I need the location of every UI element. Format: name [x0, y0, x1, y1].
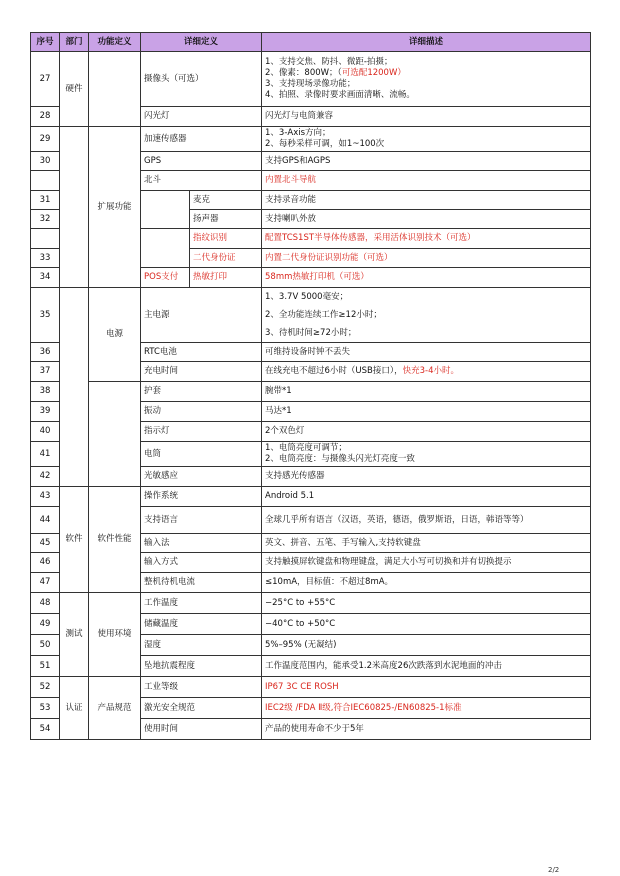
row-desc: 配置TCS1ST半导体传感器，采用活体识别技术（可选） [262, 229, 591, 249]
row-def: RTC电池 [141, 343, 262, 362]
row-desc: 支持录音功能 [262, 191, 591, 210]
row-desc: 内置北斗导航 [262, 171, 591, 191]
row-sub: 热敏打印 [190, 268, 262, 288]
row-def: 护套 [141, 382, 262, 402]
dept-cert: 认证 [60, 677, 89, 740]
row-def: POS支付 [141, 268, 190, 288]
table-row [31, 52, 591, 107]
row-no: 46 [31, 553, 60, 573]
row-desc: 58mm热敏打印机（可选） [262, 268, 591, 288]
header-desc: 详细描述 [262, 33, 591, 52]
row-no: 38 [31, 382, 60, 402]
func-env: 使用环境 [89, 593, 141, 677]
row-no: 45 [31, 534, 60, 553]
row-desc: IEC2级 /FDA Ⅱ级,符合IEC60825-/EN60825-1标准 [262, 698, 591, 719]
func-empty [89, 382, 141, 487]
desc-line: 2、电筒亮度：与摄像头闪光灯亮度一致 [265, 454, 415, 464]
row-def: GPS [141, 152, 262, 171]
row-desc: 工作温度范围内，能承受1.2米高度26次跌落到水泥地面的冲击 [262, 656, 591, 677]
row-desc [262, 362, 591, 382]
row-no: 44 [31, 507, 60, 534]
desc-line: 2、全功能连续工作≥12小时； [265, 310, 382, 320]
row-sub: 指纹识别 [190, 229, 262, 249]
row-no: 42 [31, 467, 60, 487]
row-no: 51 [31, 656, 60, 677]
row-no: 35 [31, 288, 60, 343]
row-desc: −40°C to +50°C [262, 614, 591, 635]
row-desc [262, 288, 591, 343]
row-desc: 腕带*1 [262, 382, 591, 402]
def-voice [141, 191, 190, 229]
row-def: 充电时间 [141, 362, 262, 382]
desc-line: 1、支持交焦、防抖、微距-拍摄； [265, 57, 393, 67]
row-def: 整机待机电流 [141, 573, 262, 593]
row-desc [262, 52, 591, 107]
desc-line: 1、3.7V 5000毫安； [265, 292, 349, 302]
table-row [31, 127, 591, 152]
row-def: 输入方式 [141, 553, 262, 573]
row-def: 主电源 [141, 288, 262, 343]
header-def: 详细定义 [141, 33, 262, 52]
row-sub: 二代身份证 [190, 249, 262, 268]
row-desc [262, 127, 591, 152]
row-no: 41 [31, 442, 60, 467]
row-no: 40 [31, 422, 60, 442]
table-row [31, 382, 591, 402]
row-no: 28 [31, 107, 60, 127]
page-number: 2/2 [548, 866, 560, 874]
row-def: 支持语言 [141, 507, 262, 534]
desc-fast-charge: 快充3-4小时。 [402, 366, 460, 376]
row-no: 34 [31, 268, 60, 288]
row-desc: 闪光灯与电筒兼容 [262, 107, 591, 127]
row-desc: IP67 3C CE ROSH [262, 677, 591, 698]
row-def: 闪光灯 [141, 107, 262, 127]
row-desc: 马达*1 [262, 402, 591, 422]
desc-part: 在线充电不超过6小时（USB接口）， [265, 366, 403, 376]
func-expansion: 扩展功能 [89, 127, 141, 288]
row-def: 工业等级 [141, 677, 262, 698]
row-no: 30 [31, 152, 60, 171]
row-desc: 支持GPS和AGPS [262, 152, 591, 171]
row-desc: −25°C to +55°C [262, 593, 591, 614]
row-def: 北斗 [141, 171, 262, 191]
row-no: 52 [31, 677, 60, 698]
row-no [31, 171, 60, 191]
row-no: 33 [31, 249, 60, 268]
row-desc: 5%–95% (无凝结) [262, 635, 591, 656]
desc-line: 3、待机时间≥72小时； [265, 328, 357, 338]
row-def: 储藏温度 [141, 614, 262, 635]
row-no: 37 [31, 362, 60, 382]
header-dept: 部门 [60, 33, 89, 52]
row-desc: 英文、拼音、五笔、手写输入,支持软键盘 [262, 534, 591, 553]
row-def: 湿度 [141, 635, 262, 656]
desc-line: 3、支持现场录像功能； [265, 79, 356, 89]
dept-test: 测试 [60, 593, 89, 677]
row-desc: ≤10mA，目标值：不超过8mA。 [262, 573, 591, 593]
row-def: 使用时间 [141, 719, 262, 740]
table-row [31, 288, 591, 343]
row-def: 操作系统 [141, 487, 262, 507]
desc-line: 4、拍照、录像时要求画面清晰、流畅。 [265, 90, 415, 100]
row-desc: 2个双色灯 [262, 422, 591, 442]
row-no: 50 [31, 635, 60, 656]
row-desc: 内置二代身份证识别功能（可选） [262, 249, 591, 268]
row-def: 电筒 [141, 442, 262, 467]
row-desc [262, 442, 591, 467]
header-no: 序号 [31, 33, 60, 52]
desc-optional: 可选配1200W） [341, 68, 406, 78]
table-row [31, 677, 591, 698]
dept-empty [60, 288, 89, 487]
table-row [31, 593, 591, 614]
desc-line: 2、每秒采样可调，如1~100次 [265, 139, 385, 149]
header-func: 功能定义 [89, 33, 141, 52]
row-no: 27 [31, 52, 60, 107]
row-no: 39 [31, 402, 60, 422]
table-row [31, 487, 591, 507]
row-no: 53 [31, 698, 60, 719]
func-spec: 产品规范 [89, 677, 141, 740]
row-desc: 支持喇叭外放 [262, 210, 591, 229]
row-def: 输入法 [141, 534, 262, 553]
row-no: 43 [31, 487, 60, 507]
func-empty [89, 52, 141, 127]
row-def: 激光安全规范 [141, 698, 262, 719]
dept-hardware: 硬件 [60, 52, 89, 127]
row-no: 47 [31, 573, 60, 593]
row-def: 工作温度 [141, 593, 262, 614]
row-def: 加速传感器 [141, 127, 262, 152]
func-power: 电源 [89, 288, 141, 382]
row-no: 29 [31, 127, 60, 152]
dept-empty [60, 127, 89, 288]
row-sub: 麦克 [190, 191, 262, 210]
row-no: 54 [31, 719, 60, 740]
spec-table [30, 32, 591, 740]
func-software-perf: 软件性能 [89, 487, 141, 593]
def-id-recognition [141, 229, 190, 268]
row-def: 振动 [141, 402, 262, 422]
row-def: 摄像头（可选） [141, 52, 262, 107]
header-row [31, 33, 591, 52]
desc-line: 1、电筒亮度可调节； [265, 443, 347, 453]
desc-line [265, 68, 587, 79]
row-desc: 产品的使用寿命不少于5年 [262, 719, 591, 740]
row-no: 48 [31, 593, 60, 614]
row-def: 光敏感应 [141, 467, 262, 487]
row-desc: 全球几乎所有语言（汉语，英语，德语，俄罗斯语，日语，韩语等等） [262, 507, 591, 534]
row-desc: 支持触摸屏软键盘和物理键盘，满足大小写可切换和并有切换提示 [262, 553, 591, 573]
row-no: 36 [31, 343, 60, 362]
row-no: 32 [31, 210, 60, 229]
row-no: 49 [31, 614, 60, 635]
row-def: 指示灯 [141, 422, 262, 442]
dept-software: 软件 [60, 487, 89, 593]
row-desc: 可维持设备时钟不丢失 [262, 343, 591, 362]
row-desc: 支持感光传感器 [262, 467, 591, 487]
row-sub: 扬声器 [190, 210, 262, 229]
row-def: 坠地抗震程度 [141, 656, 262, 677]
desc-line: 1、3-Axis方向； [265, 128, 331, 138]
row-desc: Android 5.1 [262, 487, 591, 507]
row-no [31, 229, 60, 249]
desc-part: 2、像素：800W；（ [265, 68, 342, 78]
row-no: 31 [31, 191, 60, 210]
